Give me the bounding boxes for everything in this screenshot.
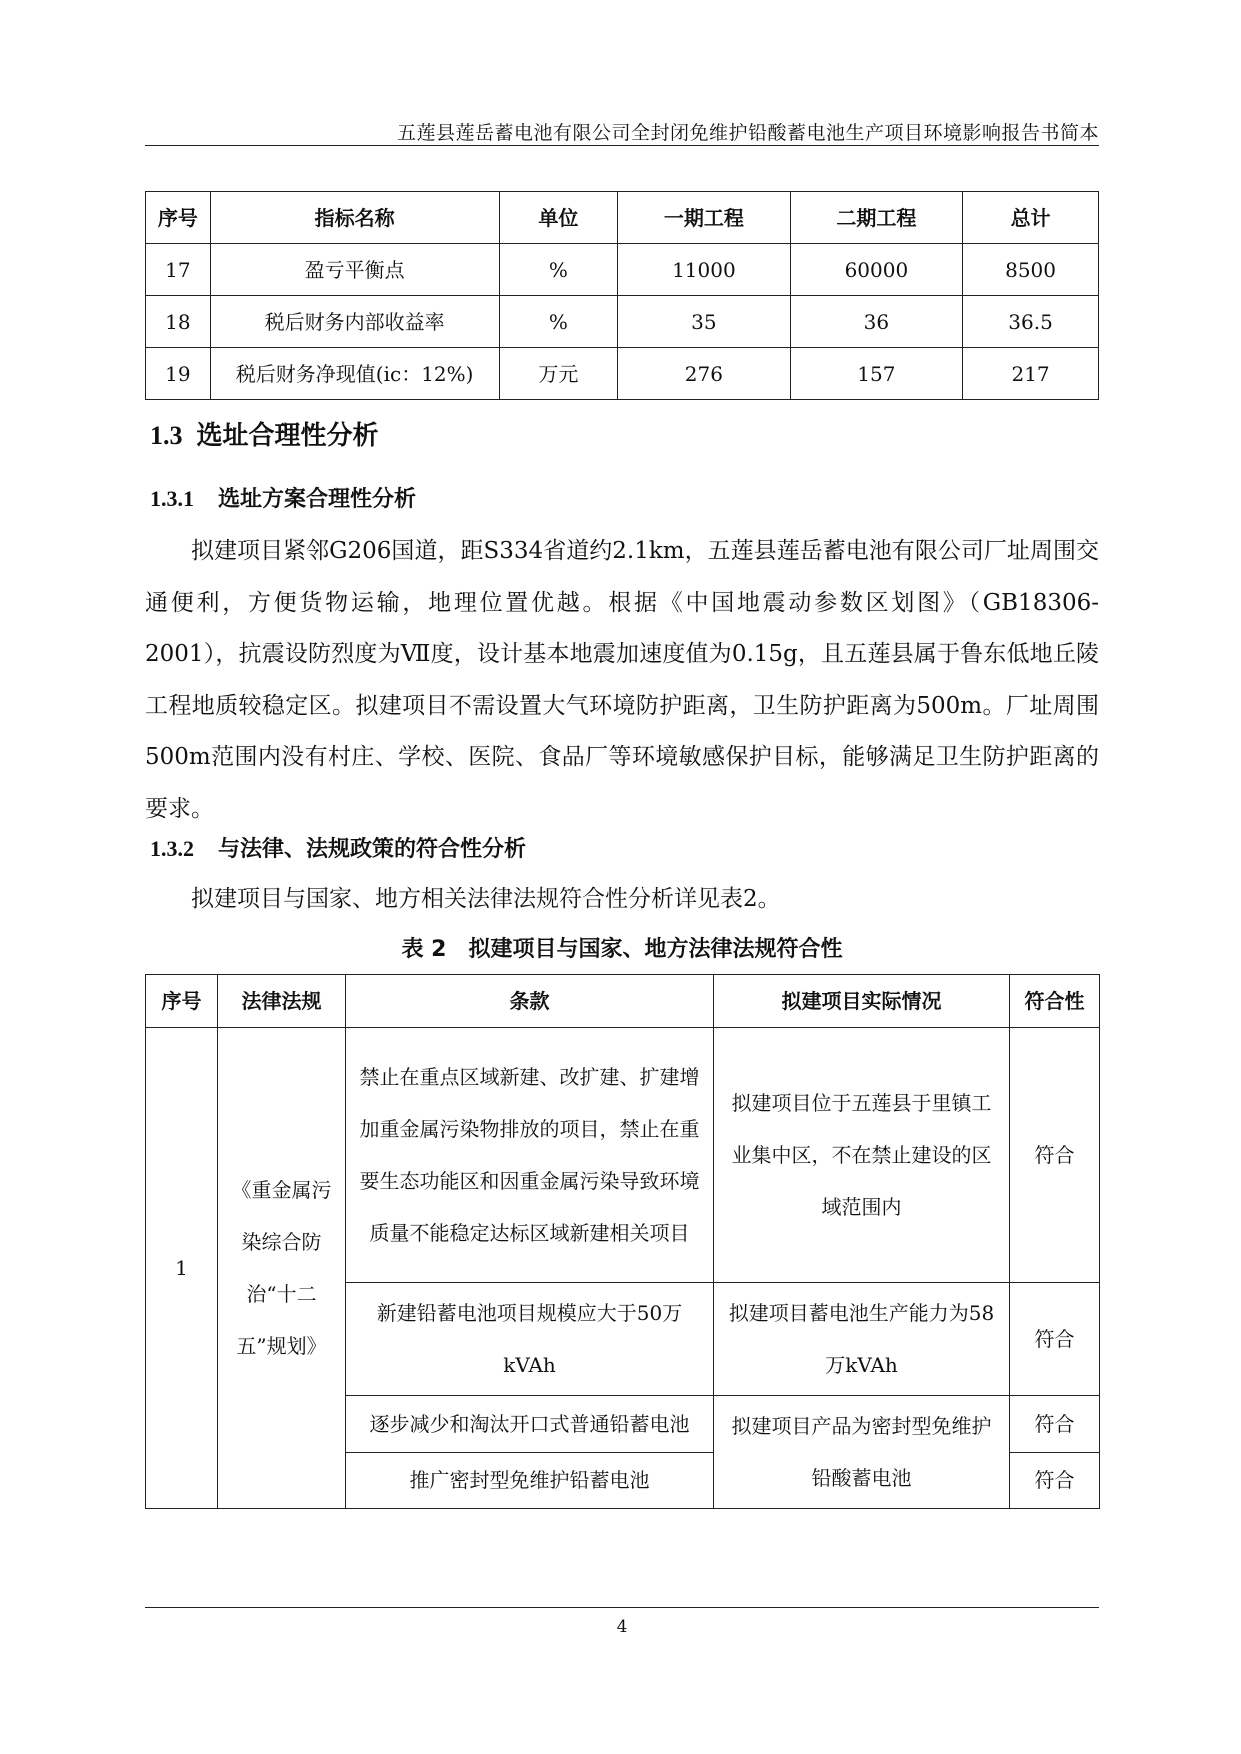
compliance-table <box>145 974 1100 1509</box>
section-title: 与法律、法规政策的符合性分析 <box>218 837 527 862</box>
column-header: 拟建项目实际情况 <box>714 975 1010 1028</box>
table-cell: % <box>499 244 618 296</box>
column-header: 一期工程 <box>618 192 790 244</box>
column-header: 总计 <box>963 192 1099 244</box>
column-header: 序号 <box>146 975 218 1028</box>
section-title: 选址合理性分析 <box>196 421 379 451</box>
site-analysis-paragraph: 拟建项目紧邻G206国道，距S334省道约2.1km，五莲县莲岳蓄电池有限公司厂址周围交通便利，方便货物运输，地理位置优越。根据《中国地震动参数区划图》（GB18306-2001），抗震设防烈度为Ⅶ度，设计基本地震加速度值为0.15g，且五莲县属于鲁东低地丘陵工程地质较稳定区。拟建项目不需设置大气环境防护距离，卫生防护距离为500m。厂址周围500m范围内没有村庄、学校、医院、食品厂等环境敏感保护目标，能够满足卫生防护距离的要求。 <box>145 538 1099 822</box>
section-number: 1.3.1 <box>150 486 194 511</box>
table-cell: 拟建项目位于五莲县于里镇工业集中区，不在禁止建设的区域范围内 <box>714 1028 1010 1283</box>
column-header: 单位 <box>499 192 618 244</box>
page-number: 4 <box>616 1617 628 1637</box>
column-header: 二期工程 <box>790 192 962 244</box>
table-cell: 36 <box>790 296 962 348</box>
indicator-table <box>145 191 1099 400</box>
table-row <box>146 348 1099 400</box>
table-cell: 税后财务内部收益率 <box>210 296 499 348</box>
table-row <box>146 1028 1100 1283</box>
table-caption: 表 2 拟建项目与国家、地方法律法规符合性 <box>401 937 843 962</box>
table-cell: % <box>499 296 618 348</box>
table-cell: 36.5 <box>963 296 1099 348</box>
section-number: 1.3.2 <box>150 836 194 861</box>
table-cell: 18 <box>146 296 211 348</box>
table-cell: 35 <box>618 296 790 348</box>
table-row <box>146 296 1099 348</box>
section-number: 1.3 <box>150 421 183 450</box>
table-cell: 禁止在重点区域新建、改扩建、扩建增加重金属污染物排放的项目，禁止在重要生态功能区和因重金属污染导致环境质量不能稳定达标区域新建相关项目 <box>346 1028 714 1283</box>
table-cell: 276 <box>618 348 790 400</box>
column-header: 指标名称 <box>210 192 499 244</box>
table-cell: 新建铅蓄电池项目规模应大于50万kVAh <box>346 1283 714 1396</box>
section-heading-1-3-2 <box>150 832 526 863</box>
table-cell: 《重金属污染综合防治“十二五”规划》 <box>218 1028 346 1509</box>
table-header-row <box>146 192 1099 244</box>
compliance-intro-paragraph: 拟建项目与国家、地方相关法律法规符合性分析详见表2。 <box>191 886 781 912</box>
header-rule <box>145 145 1099 146</box>
column-header: 法律法规 <box>218 975 346 1028</box>
column-header: 符合性 <box>1010 975 1100 1028</box>
table-cell: 19 <box>146 348 211 400</box>
footer-rule <box>145 1607 1099 1608</box>
table-row <box>146 244 1099 296</box>
table-cell: 盈亏平衡点 <box>210 244 499 296</box>
table-cell: 税后财务净现值(ic：12%) <box>210 348 499 400</box>
column-header: 条款 <box>346 975 714 1028</box>
section-heading-1-3-1 <box>150 482 416 513</box>
page-header: 五莲县莲岳蓄电池有限公司全封闭免维护铅酸蓄电池生产项目环境影响报告书简本 <box>396 122 1099 144</box>
table-cell: 60000 <box>790 244 962 296</box>
table-cell: 拟建项目蓄电池生产能力为58万kVAh <box>714 1283 1010 1396</box>
table-cell: 1 <box>146 1028 218 1509</box>
table-cell: 17 <box>146 244 211 296</box>
table-cell: 万元 <box>499 348 618 400</box>
section-title: 选址方案合理性分析 <box>218 487 417 512</box>
table-cell: 217 <box>963 348 1099 400</box>
table-cell: 拟建项目产品为密封型免维护铅酸蓄电池 <box>714 1396 1010 1509</box>
table-cell: 逐步减少和淘汰开口式普通铅蓄电池 <box>346 1396 714 1453</box>
table-cell: 11000 <box>618 244 790 296</box>
section-heading-1-3 <box>150 415 379 452</box>
table-cell: 符合 <box>1010 1283 1100 1396</box>
table-cell: 符合 <box>1010 1452 1100 1509</box>
column-header: 序号 <box>146 192 211 244</box>
table-cell: 157 <box>790 348 962 400</box>
table-cell: 符合 <box>1010 1396 1100 1453</box>
table-cell: 符合 <box>1010 1028 1100 1283</box>
table-header-row <box>146 975 1100 1028</box>
table-cell: 推广密封型免维护铅蓄电池 <box>346 1452 714 1509</box>
table-cell: 8500 <box>963 244 1099 296</box>
